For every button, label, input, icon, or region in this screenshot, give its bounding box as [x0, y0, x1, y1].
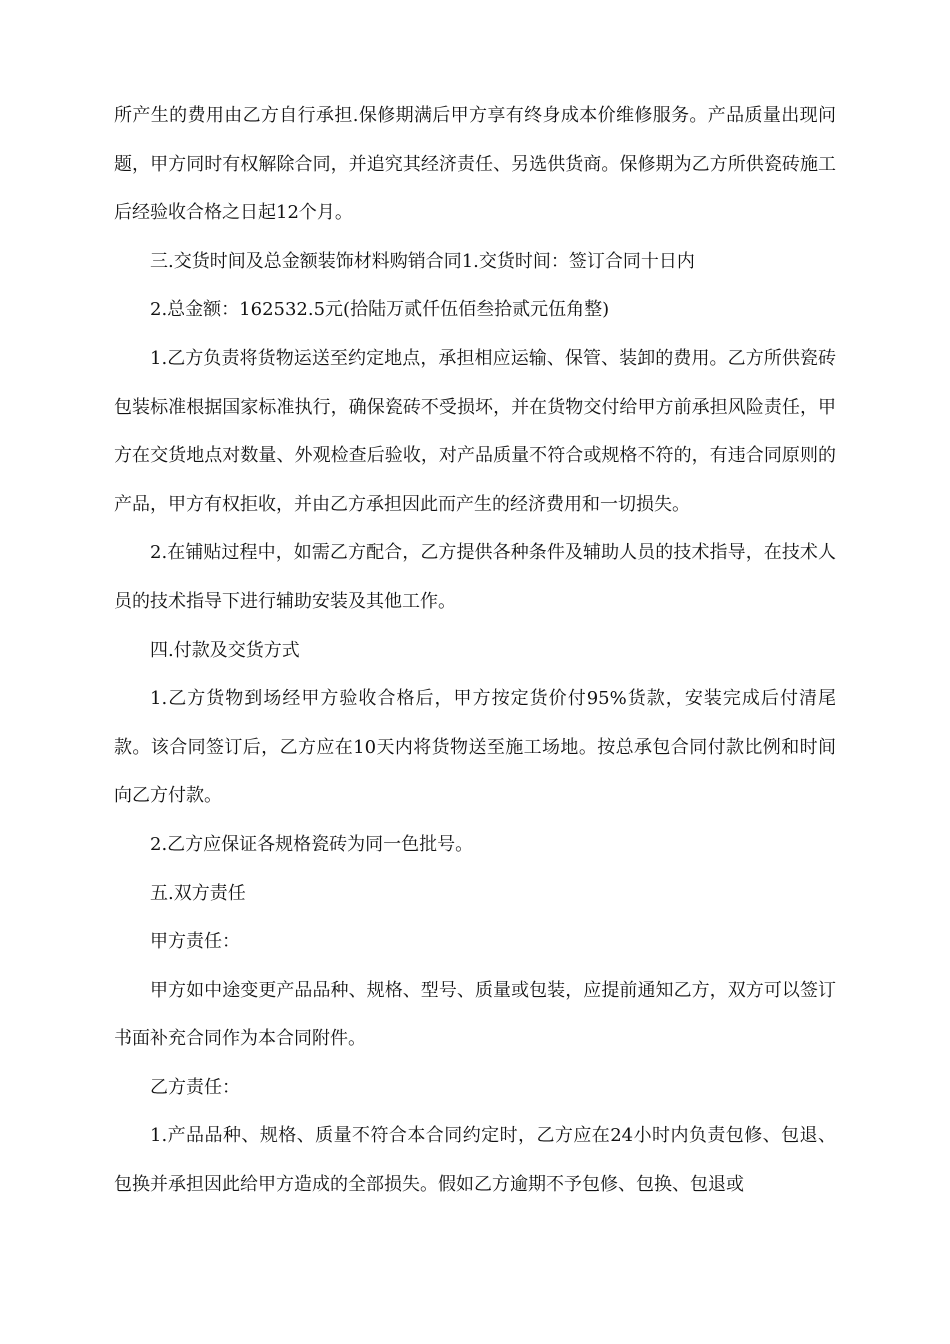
paragraph-party-a-heading: 甲方责任： [150, 931, 240, 953]
paragraph-party-a-duty: 甲方如中途变更产品品种、规格、型号、质量或包装，应提前通知乙方，双方可以签订书面补充合同作为本合同附件。 [114, 979, 836, 1050]
paragraph-payment-terms: 1.乙方货物到场经甲方验收合格后，甲方按定货价付95%货款，安装完成后付清尾款。该合同签订后，乙方应在10天内将货物送至施工场地。按总承包合同付款比例和时间向乙方付款。 [114, 688, 836, 807]
paragraph-total-amount: 2.总金额：162532.5元(拾陆万贰仟伍佰叁拾贰元伍角整) [150, 299, 610, 321]
paragraph-delivery-terms: 1.乙方负责将货物运送至约定地点，承担相应运输、保管、装卸的费用。乙方所供瓷砖包装标准根据国家标准执行，确保瓷砖不受损坏，并在货物交付给甲方前承担风险责任，甲方在交货地点对数量、外观检查后验收，对产品质量不符合或规格不符的，有违合同原则的产品，甲方有权拒收，并由乙方承担因此而产生的经济费用和一切损失。 [114, 347, 836, 515]
paragraph-color-batch: 2.乙方应保证各规格瓷砖为同一色批号。 [150, 833, 474, 855]
paragraph-section-3-heading: 三.交货时间及总金额装饰材料购销合同1.交货时间：签订合同十日内 [150, 250, 695, 272]
document-body [114, 92, 836, 1210]
paragraph-section-5-heading: 五.双方责任 [150, 882, 246, 904]
paragraph-installation-support: 2.在铺贴过程中，如需乙方配合，乙方提供各种条件及辅助人员的技术指导，在技术人员的技术指导下进行辅助安装及其他工作。 [114, 542, 836, 612]
paragraph-section-4-heading: 四.付款及交货方式 [150, 639, 300, 661]
paragraph-warranty-continued: 所产生的费用由乙方自行承担.保修期满后甲方享有终身成本价维修服务。产品质量出现问题，甲方同时有权解除合同，并追究其经济责任、另选供货商。保修期为乙方所供瓷砖施工后经验收合格之日起12个月。 [114, 105, 836, 224]
paragraph-party-b-duty: 1.产品品种、规格、质量不符合本合同约定时，乙方应在24小时内负责包修、包退、包换并承担因此给甲方造成的全部损失。假如乙方逾期不予包修、包换、包退或 [114, 1125, 836, 1196]
paragraph-party-b-heading: 乙方责任： [150, 1076, 240, 1098]
